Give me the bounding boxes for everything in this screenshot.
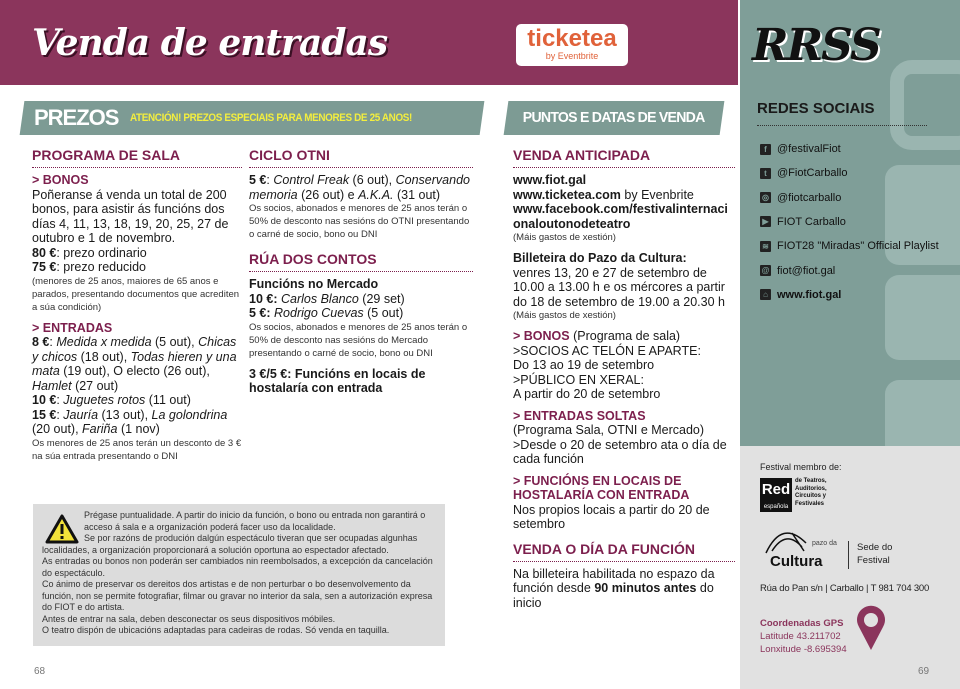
pazo-small: pazo da — [812, 540, 837, 547]
instagram-icon: ◎ — [760, 192, 771, 203]
notice-box — [33, 504, 445, 646]
text-segment: Juguetes rotos — [63, 393, 146, 407]
text-segment: 5 € — [249, 173, 267, 187]
prezos-banner — [20, 101, 485, 135]
spotify-icon: ≋ — [760, 241, 771, 252]
web-facebook-link[interactable]: www.facebook.com/festivalinternacionaloutonodeteatro — [513, 202, 728, 231]
page-title: Venda de entradas — [32, 22, 388, 64]
red-logo-text: de Teatros, Auditorios, Circuitos y Festivales — [795, 478, 827, 507]
rua-sub: Funcións no Mercado — [249, 277, 379, 291]
notice-line: Antes de entrar na sala, deben desconectar os seus dispositivos móbiles. — [42, 613, 336, 624]
bonos-sale-sub: (Programa de sala) — [569, 329, 681, 343]
social-label: www.fiot.gal — [777, 288, 842, 301]
price-10 — [32, 393, 242, 408]
soltas-heading: > ENTRADAS SOLTAS — [513, 408, 646, 423]
gps-title: Coordenadas GPS — [760, 618, 844, 629]
pazo-cultura-logo — [760, 525, 920, 575]
list-line: A partir do 20 de setembro — [513, 387, 661, 401]
price-ordinary — [32, 246, 242, 261]
bonos-sale-heading: > BONOS — [513, 329, 570, 343]
text-segment: : — [56, 407, 64, 422]
prezos-title: PREZOS — [34, 105, 119, 130]
entradas-heading: > ENTRADAS — [32, 320, 113, 335]
text-segment: (31 out) — [393, 187, 441, 202]
map-pin-icon — [856, 605, 886, 651]
text-segment: : prezo ordinario — [56, 245, 147, 260]
youtube-watermark-icon — [885, 380, 960, 446]
anticipada-heading: VENDA ANTICIPADA — [513, 147, 735, 168]
notice-line: Se por razóns de produción dalgún espectáculo tiveran que ser ocupadas algunhas localidades, a organización proporcionará a solución oportuna ao espectador afectado. — [42, 533, 418, 555]
puntos-title: PUNTOS E DATAS DE VENDA — [523, 109, 705, 126]
notice-line: O teatro dispón de ubicacións adaptadas para cadeiras de rodas. Só venda en taquilla. — [42, 625, 390, 635]
otni-note: Os socios, abonados e menores de 25 anos terán o 50% de desconto nas sesións do OTNI presentando o carné de socio, bono ou DNI — [249, 203, 470, 240]
text-segment: (26 out) e — [297, 187, 359, 202]
text-segment: (1 nov) — [117, 422, 160, 436]
billeteira-title: Billeteira do Pazo da Cultura: — [513, 251, 687, 265]
home-icon: ⌂ — [760, 289, 771, 300]
social-item[interactable] — [760, 143, 841, 155]
social-label: @festivalFiot — [777, 143, 841, 155]
social-label: fiot@fiot.gal — [777, 264, 836, 277]
text-segment: (5 out) — [363, 306, 404, 320]
text-segment: Fariña — [82, 422, 118, 436]
text-segment: Conservando memoria — [249, 173, 470, 202]
logo-name: ticketea — [527, 25, 617, 52]
notice-line: Co ánimo de preservar os dereitos dos artistas e de non perturbar o bo desenvolvemento da función, non se permite fotografiar, filmar ou gravar no interior da sala, sen a autorización expresa do FIOT e do artista. — [42, 579, 433, 612]
text-segment: Jauría — [63, 407, 99, 422]
web-fiot-link[interactable]: www.fiot.gal — [513, 173, 587, 187]
text-segment: La golondrina — [151, 407, 228, 422]
text-segment: 10 € — [32, 393, 57, 407]
otni-heading: CICLO OTNI — [249, 147, 473, 168]
discount-note: Os menores de 25 anos terán un desconto de 3 € na súa entrada presentando o DNI — [32, 437, 242, 462]
sidebar-title: RRSS — [752, 20, 880, 71]
dia-text — [513, 567, 735, 611]
twitter-icon: t — [760, 168, 771, 179]
gps-block — [760, 617, 847, 656]
text-segment: : — [266, 173, 274, 187]
text-segment: (11 out) — [145, 393, 191, 407]
text-segment: Todas hieren y una mata — [32, 349, 237, 378]
warning-icon — [45, 514, 79, 544]
gps-latitude: Latitude 43.211702 — [760, 631, 841, 642]
text-segment: Hamlet — [32, 378, 72, 393]
social-item[interactable] — [760, 192, 841, 204]
social-item[interactable] — [760, 216, 846, 228]
text-segment: 75 € — [32, 260, 57, 274]
list-line: >SOCIOS AC TELÓN E APARTE: — [513, 343, 701, 358]
pazo-logo-arch-icon — [762, 525, 812, 555]
text-segment: (19 out), O electo (26 out), — [59, 364, 210, 378]
address: Rúa do Pan s/n | Carballo | T 981 704 300 — [760, 583, 930, 594]
social-item[interactable] — [760, 289, 841, 301]
text-segment: www.ticketea.com — [513, 187, 621, 202]
programa-column — [32, 147, 242, 463]
text-segment: Control Freak — [273, 173, 350, 187]
prezos-notice: ATENCIÓN! PREZOS ESPECIAIS PARA MENORES DE 25 ANOS! — [130, 112, 413, 124]
text-segment: 15 € — [32, 407, 57, 422]
social-label: @FiotCarballo — [777, 167, 848, 180]
dia-heading: VENDA O DÍA DA FUNCIÓN — [513, 541, 735, 562]
text-segment: : prezo reducido — [56, 260, 146, 274]
list-line: >PÚBLICO EN XERAL: — [513, 372, 644, 387]
text-segment: do inicio — [513, 581, 714, 610]
text-segment: Medida x medida — [56, 335, 152, 349]
red-logo-sub: española — [760, 503, 792, 512]
text-segment: Carlos Blanco — [280, 291, 359, 306]
text-segment: : — [49, 335, 57, 349]
otni-column — [249, 147, 473, 396]
text-segment: 80 € — [32, 245, 57, 260]
twitter-watermark-icon — [885, 275, 960, 360]
list-line: >Desde o 20 de setembro ata o día de cada función — [513, 437, 727, 466]
text-segment: Rodrigo Cuevas — [274, 306, 364, 320]
gps-longitude: Lonxitude -8.695394 — [760, 644, 847, 655]
list-line: Do 13 ao 19 de setembro — [513, 358, 655, 372]
social-item[interactable] — [760, 167, 847, 179]
text-segment: 8 € — [32, 335, 50, 349]
rua-price-1 — [249, 292, 473, 307]
text-segment: Na billeteira habilitada no espazo da función desde — [513, 566, 715, 595]
locais-text: Nos propios locais a partir do 20 de setembro — [513, 502, 710, 531]
email-icon: @ — [761, 266, 770, 275]
price-15 — [32, 408, 242, 437]
text-segment: (27 out) — [71, 378, 119, 393]
youtube-icon: ▶ — [760, 216, 771, 227]
bonos-text: Poñeranse á venda un total de 200 bonos, para asistir ás funcións dos días 4, 11, 13, 18, 19, 20, 25, 27 de outubro e 1 de novembro. — [32, 187, 229, 245]
bonos-sale-lines — [513, 344, 735, 402]
text-segment: : — [56, 393, 64, 407]
text-segment: 5 €: — [249, 306, 271, 320]
social-label: @fiotcarballo — [777, 191, 842, 204]
reduced-note: (menores de 25 anos, maiores de 65 anos e parados, presentando documentos que acrediten a súa condición) — [32, 275, 240, 313]
billeteira-text: venres 13, 20 e 27 de setembro de 10.00 a 13.00 h e os mércores a partir do 18 de setembro de 19.00 a 20.30 h — [513, 265, 725, 309]
text-segment: (20 out), — [32, 422, 83, 436]
ticketea-logo[interactable] — [516, 24, 628, 66]
text-segment: (5 out), — [151, 335, 199, 349]
rua-heading: RÚA DOS CONTOS — [249, 251, 473, 272]
list-line: (Programa Sala, OTNI e Mercado) — [513, 423, 705, 437]
price-8 — [32, 335, 242, 393]
red-teatros-logo — [760, 478, 840, 518]
otni-prices — [249, 173, 473, 202]
text-segment: by Evenbrite — [620, 187, 694, 202]
rua-price-2 — [249, 306, 473, 321]
hostalaria-prices: 3 €/5 €: Funcións en locais de hostalaría con entrada — [249, 366, 426, 395]
text-segment: A.K.A. — [358, 187, 394, 202]
sede-label: Sede do Festival — [848, 541, 912, 569]
page-number-right: 69 — [918, 666, 930, 677]
red-logo-mark: Red — [760, 478, 792, 512]
social-item[interactable] — [760, 265, 835, 277]
rua-note: Os socios, abonados e menores de 25 anos terán o 50% de desconto nas sesións do Mercado presentando o carné de socio, bono ou DNI — [249, 321, 468, 359]
puntos-banner — [504, 101, 725, 135]
price-reduced — [32, 260, 242, 275]
bonos-heading: > BONOS — [32, 173, 89, 187]
web-ticketea-link[interactable] — [513, 188, 735, 203]
fees-note: (Máis gastos de xestión) — [513, 232, 616, 243]
facebook-icon: f — [760, 144, 771, 155]
locais-heading: > FUNCIÓNS EN LOCAIS DE HOSTALARÍA CON ENTRADA — [513, 473, 690, 502]
text-segment: Chicas y chicos — [32, 335, 237, 364]
pazo-name: Cultura — [770, 553, 823, 570]
soltas-lines — [513, 423, 735, 467]
social-item[interactable] — [760, 240, 939, 252]
text-segment: (13 out), — [98, 407, 152, 422]
logo-sub: by Eventbrite — [545, 51, 599, 61]
text-segment: 90 minutos antes — [594, 581, 697, 595]
text-segment: (18 out), — [77, 349, 131, 364]
text-segment: (29 set) — [358, 291, 405, 306]
programa-heading: PROGRAMA DE SALA — [32, 147, 242, 168]
fees-note: (Máis gastos de xestión) — [513, 310, 616, 321]
redes-heading: REDES SOCIAIS — [757, 100, 927, 126]
notice-line: Prégase puntualidade. A partir do inicio da función, o bono ou entrada non garantirá o acceso á sala e a organización poderá facer uso da localidade. — [84, 510, 426, 532]
venda-column — [513, 147, 735, 610]
text-segment: (6 out), — [349, 173, 396, 187]
social-label: FIOT Carballo — [777, 215, 846, 228]
notice-line: As entradas ou bonos non poderán ser cambiados nin reembolsados, a excepción da cancelación do espectáculo. — [42, 556, 433, 578]
text-segment: 10 €: — [249, 291, 278, 306]
social-label: FIOT28 "Miradas" Official Playlist — [777, 240, 939, 253]
page-number-left: 68 — [34, 666, 46, 677]
membro-label: Festival membro de: — [760, 462, 842, 472]
